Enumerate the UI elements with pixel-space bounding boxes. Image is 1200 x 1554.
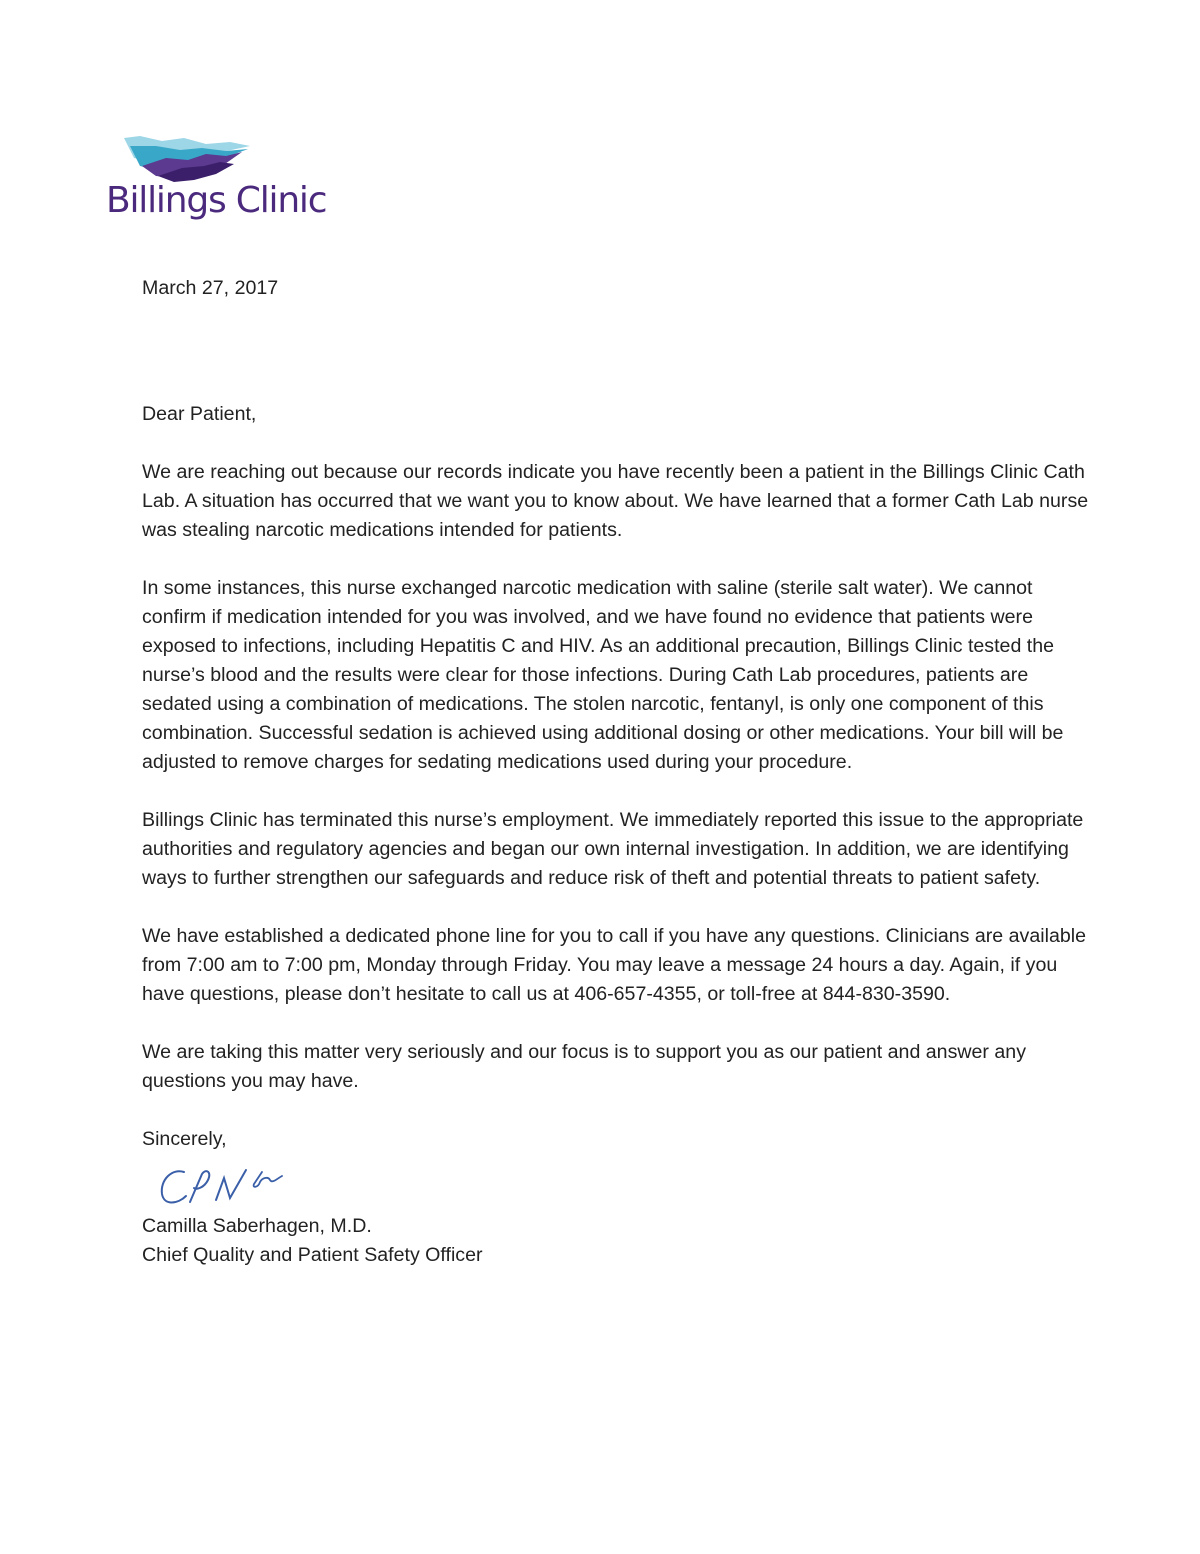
letter-paragraph: We are reaching out because our records indicate you have recently been a patient in the Billings Clinic Cath Lab. A situation has occurred that we want you to know about. We have learned that a former Cath Lab nurse was stealing narcotic medications intended for patients. xyxy=(142,461,1089,541)
letter-salutation: Dear Patient, xyxy=(142,403,257,425)
logo-wordmark: Billings Clinic xyxy=(106,180,327,221)
billings-clinic-logo xyxy=(106,132,336,232)
letter-paragraph: We are taking this matter very seriously and our focus is to support you as our patient and answer any questions you may have. xyxy=(142,1041,1026,1092)
logo-mountain-mark-icon xyxy=(122,132,252,184)
signer-name: Camilla Saberhagen, M.D. xyxy=(142,1215,372,1237)
letter-paragraph: Billings Clinic has terminated this nurse’s employment. We immediately reported this issue to the appropriate authorities and regulatory agencies and began our own internal investigation. In addition, we are identifying ways to further strengthen our safeguards and reduce risk of theft and potential threats to patient safety. xyxy=(142,809,1084,889)
handwritten-signature xyxy=(150,1158,350,1212)
letter-paragraph: In some instances, this nurse exchanged narcotic medication with saline (sterile salt water). We cannot confirm if medication intended for you was involved, and we have found no evidence that patients were exposed to infections, including Hepatitis C and HIV. As an additional precaution, Billings Clinic tested the nurse’s blood and the results were clear for those infections. During Cath Lab procedures, patients are sedated using a combination of medications. The stolen narcotic, fentanyl, is only one component of this combination. Successful sedation is achieved using additional dosing or other medications. Your bill will be adjusted to remove charges for sedating medications used during your procedure. xyxy=(142,577,1064,773)
letter-body xyxy=(142,274,1092,1270)
signer-title: Chief Quality and Patient Safety Officer xyxy=(142,1244,483,1266)
letter-closing: Sincerely, xyxy=(142,1128,227,1150)
letter-paragraph: We have established a dedicated phone line for you to call if you have any questions. Clinicians are available from 7:00 am to 7:00 pm, Monday through Friday. You may leave a message 24 hours a day. Again, if you have questions, please don’t hesitate to call us at 406-657-4355, or toll-free at 844-830-3590. xyxy=(142,925,1086,1005)
letter-date: March 27, 2017 xyxy=(142,277,279,299)
